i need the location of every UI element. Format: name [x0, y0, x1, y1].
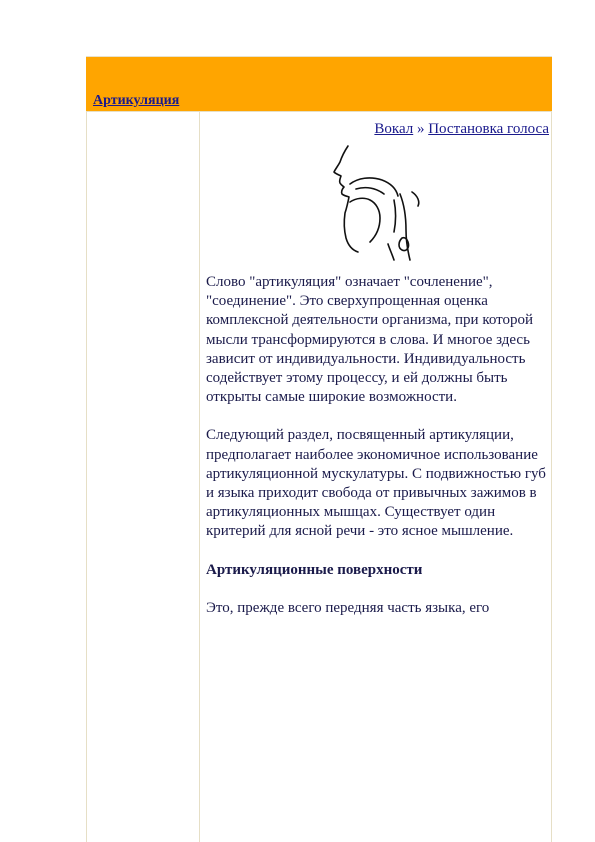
header-title-link[interactable]: Артикуляция [93, 93, 180, 108]
breadcrumb-separator: » [416, 121, 425, 137]
article-content [206, 273, 550, 637]
breadcrumb-item-voice-training[interactable]: Постановка голоса [428, 121, 549, 137]
page-frame-right [551, 112, 552, 842]
breadcrumb [374, 121, 549, 138]
article-paragraph-1: Слово "артикуляция" означает "сочленение", "соединение". Это сверхупрощенная оценка комплексной деятельности организма, при которой мысли трансформируются в слова. И многое здесь зависит от индивидуальности. Индивидуальность содействует этому процессу, и ей должны быть открыты самые широкие возможности. [206, 274, 534, 406]
head-profile-articulation-icon [328, 144, 430, 262]
sidebar [87, 112, 199, 842]
sidebar-divider [199, 112, 200, 842]
article-paragraph-2: Следующий раздел, посвященный артикуляции, предполагает наиболее экономичное использование артикуляционной мускулатуры. С подвижностью губ и языка приходит свобода от привычных зажимов в артикуляционных мышцах. Существует один критерий для ясной речи - это ясное мышление. [206, 427, 546, 540]
article-paragraph-3: Это, прежде всего передняя часть языка, его [206, 599, 490, 616]
breadcrumb-item-vocal[interactable]: Вокал [374, 121, 414, 137]
header-bar [86, 57, 552, 111]
article-subheading: Артикуляционные поверхности [206, 561, 423, 578]
